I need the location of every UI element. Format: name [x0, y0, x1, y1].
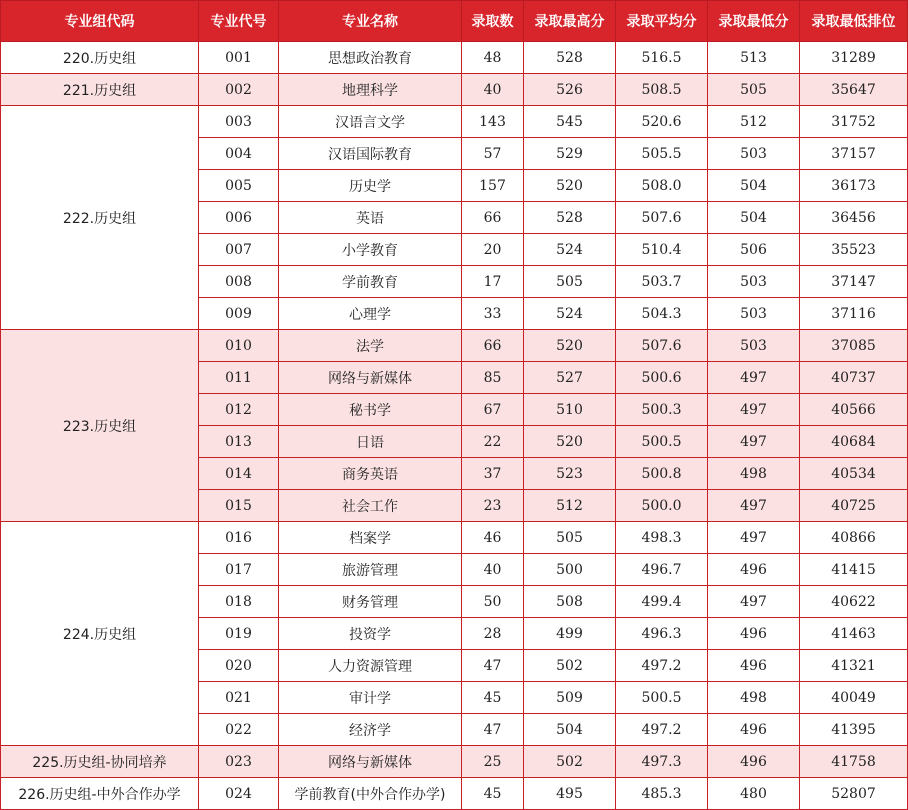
major-code-cell: 013: [199, 426, 279, 458]
min-rank-cell: 40566: [800, 394, 908, 426]
table-row: [1, 106, 908, 138]
max-score-cell: 520: [524, 170, 616, 202]
avg-score-cell: 508.0: [616, 170, 708, 202]
min-score-cell: 503: [708, 330, 800, 362]
major-code-cell: 019: [199, 618, 279, 650]
major-code-cell: 014: [199, 458, 279, 490]
major-code-cell: 015: [199, 490, 279, 522]
count-cell: 47: [462, 714, 524, 746]
header-group-code: 专业组代码: [1, 1, 199, 42]
count-cell: 45: [462, 682, 524, 714]
min-score-cell: 504: [708, 202, 800, 234]
min-rank-cell: 40534: [800, 458, 908, 490]
major-code-cell: 011: [199, 362, 279, 394]
major-name-cell: 旅游管理: [279, 554, 462, 586]
count-cell: 17: [462, 266, 524, 298]
avg-score-cell: 507.6: [616, 330, 708, 362]
major-name-cell: 网络与新媒体: [279, 746, 462, 778]
min-rank-cell: 40866: [800, 522, 908, 554]
min-rank-cell: 31289: [800, 42, 908, 74]
avg-score-cell: 496.7: [616, 554, 708, 586]
count-cell: 143: [462, 106, 524, 138]
min-score-cell: 497: [708, 362, 800, 394]
avg-score-cell: 497.3: [616, 746, 708, 778]
table-row: [1, 74, 908, 106]
max-score-cell: 524: [524, 234, 616, 266]
header-min-score: 录取最低分: [708, 1, 800, 42]
avg-score-cell: 508.5: [616, 74, 708, 106]
min-score-cell: 504: [708, 170, 800, 202]
avg-score-cell: 500.8: [616, 458, 708, 490]
major-name-cell: 社会工作: [279, 490, 462, 522]
max-score-cell: 500: [524, 554, 616, 586]
min-score-cell: 498: [708, 682, 800, 714]
major-name-cell: 汉语国际教育: [279, 138, 462, 170]
major-code-cell: 017: [199, 554, 279, 586]
max-score-cell: 527: [524, 362, 616, 394]
min-score-cell: 503: [708, 266, 800, 298]
min-score-cell: 496: [708, 554, 800, 586]
avg-score-cell: 505.5: [616, 138, 708, 170]
max-score-cell: 512: [524, 490, 616, 522]
avg-score-cell: 500.0: [616, 490, 708, 522]
min-score-cell: 496: [708, 746, 800, 778]
min-rank-cell: 41415: [800, 554, 908, 586]
group-code-cell: 225.历史组-协同培养: [1, 746, 199, 778]
group-code-cell: 220.历史组: [1, 42, 199, 74]
min-rank-cell: 37157: [800, 138, 908, 170]
major-name-cell: 地理科学: [279, 74, 462, 106]
group-code-cell: 224.历史组: [1, 522, 199, 746]
major-code-cell: 016: [199, 522, 279, 554]
min-score-cell: 496: [708, 714, 800, 746]
min-score-cell: 497: [708, 426, 800, 458]
major-code-cell: 008: [199, 266, 279, 298]
count-cell: 20: [462, 234, 524, 266]
min-rank-cell: 41321: [800, 650, 908, 682]
min-score-cell: 497: [708, 586, 800, 618]
count-cell: 50: [462, 586, 524, 618]
max-score-cell: 526: [524, 74, 616, 106]
major-name-cell: 汉语言文学: [279, 106, 462, 138]
major-code-cell: 005: [199, 170, 279, 202]
min-score-cell: 496: [708, 618, 800, 650]
max-score-cell: 508: [524, 586, 616, 618]
min-rank-cell: 40725: [800, 490, 908, 522]
avg-score-cell: 510.4: [616, 234, 708, 266]
max-score-cell: 504: [524, 714, 616, 746]
min-score-cell: 503: [708, 298, 800, 330]
major-name-cell: 学前教育: [279, 266, 462, 298]
min-rank-cell: 35647: [800, 74, 908, 106]
count-cell: 40: [462, 554, 524, 586]
max-score-cell: 505: [524, 522, 616, 554]
avg-score-cell: 520.6: [616, 106, 708, 138]
table-row: [1, 522, 908, 554]
max-score-cell: 529: [524, 138, 616, 170]
major-code-cell: 024: [199, 778, 279, 810]
major-name-cell: 人力资源管理: [279, 650, 462, 682]
count-cell: 23: [462, 490, 524, 522]
major-name-cell: 学前教育(中外合作办学): [279, 778, 462, 810]
header-major-name: 专业名称: [279, 1, 462, 42]
major-code-cell: 004: [199, 138, 279, 170]
count-cell: 47: [462, 650, 524, 682]
major-code-cell: 009: [199, 298, 279, 330]
max-score-cell: 502: [524, 746, 616, 778]
min-rank-cell: 35523: [800, 234, 908, 266]
count-cell: 85: [462, 362, 524, 394]
avg-score-cell: 500.5: [616, 682, 708, 714]
table-row: [1, 778, 908, 810]
min-rank-cell: 52807: [800, 778, 908, 810]
table-body: [1, 42, 908, 810]
major-code-cell: 020: [199, 650, 279, 682]
major-name-cell: 经济学: [279, 714, 462, 746]
min-score-cell: 503: [708, 138, 800, 170]
min-rank-cell: 36456: [800, 202, 908, 234]
major-code-cell: 023: [199, 746, 279, 778]
min-rank-cell: 36173: [800, 170, 908, 202]
major-name-cell: 商务英语: [279, 458, 462, 490]
major-code-cell: 001: [199, 42, 279, 74]
count-cell: 48: [462, 42, 524, 74]
max-score-cell: 499: [524, 618, 616, 650]
max-score-cell: 524: [524, 298, 616, 330]
min-rank-cell: 40737: [800, 362, 908, 394]
min-rank-cell: 41463: [800, 618, 908, 650]
count-cell: 25: [462, 746, 524, 778]
avg-score-cell: 497.2: [616, 650, 708, 682]
major-code-cell: 021: [199, 682, 279, 714]
max-score-cell: 520: [524, 426, 616, 458]
count-cell: 45: [462, 778, 524, 810]
min-score-cell: 497: [708, 522, 800, 554]
min-score-cell: 498: [708, 458, 800, 490]
min-score-cell: 505: [708, 74, 800, 106]
major-name-cell: 心理学: [279, 298, 462, 330]
count-cell: 28: [462, 618, 524, 650]
avg-score-cell: 498.3: [616, 522, 708, 554]
count-cell: 66: [462, 330, 524, 362]
avg-score-cell: 499.4: [616, 586, 708, 618]
max-score-cell: 495: [524, 778, 616, 810]
min-rank-cell: 41758: [800, 746, 908, 778]
major-name-cell: 英语: [279, 202, 462, 234]
group-code-cell: 221.历史组: [1, 74, 199, 106]
header-min-rank: 录取最低排位: [800, 1, 908, 42]
count-cell: 37: [462, 458, 524, 490]
avg-score-cell: 504.3: [616, 298, 708, 330]
min-rank-cell: 41395: [800, 714, 908, 746]
max-score-cell: 545: [524, 106, 616, 138]
count-cell: 67: [462, 394, 524, 426]
count-cell: 157: [462, 170, 524, 202]
major-name-cell: 档案学: [279, 522, 462, 554]
count-cell: 33: [462, 298, 524, 330]
group-code-cell: 223.历史组: [1, 330, 199, 522]
group-code-cell: 226.历史组-中外合作办学: [1, 778, 199, 810]
header-major-code: 专业代号: [199, 1, 279, 42]
major-code-cell: 002: [199, 74, 279, 106]
max-score-cell: 505: [524, 266, 616, 298]
major-name-cell: 思想政治教育: [279, 42, 462, 74]
count-cell: 40: [462, 74, 524, 106]
max-score-cell: 502: [524, 650, 616, 682]
min-rank-cell: 40622: [800, 586, 908, 618]
major-code-cell: 010: [199, 330, 279, 362]
max-score-cell: 520: [524, 330, 616, 362]
max-score-cell: 528: [524, 202, 616, 234]
min-rank-cell: 40684: [800, 426, 908, 458]
min-score-cell: 513: [708, 42, 800, 74]
avg-score-cell: 500.3: [616, 394, 708, 426]
major-name-cell: 网络与新媒体: [279, 362, 462, 394]
min-score-cell: 497: [708, 394, 800, 426]
min-rank-cell: 31752: [800, 106, 908, 138]
avg-score-cell: 496.3: [616, 618, 708, 650]
count-cell: 66: [462, 202, 524, 234]
min-score-cell: 496: [708, 650, 800, 682]
min-score-cell: 480: [708, 778, 800, 810]
major-name-cell: 投资学: [279, 618, 462, 650]
table-row: [1, 330, 908, 362]
min-rank-cell: 37116: [800, 298, 908, 330]
major-name-cell: 历史学: [279, 170, 462, 202]
major-name-cell: 小学教育: [279, 234, 462, 266]
avg-score-cell: 507.6: [616, 202, 708, 234]
min-rank-cell: 40049: [800, 682, 908, 714]
min-score-cell: 497: [708, 490, 800, 522]
major-code-cell: 007: [199, 234, 279, 266]
count-cell: 46: [462, 522, 524, 554]
min-rank-cell: 37147: [800, 266, 908, 298]
major-name-cell: 审计学: [279, 682, 462, 714]
major-name-cell: 秘书学: [279, 394, 462, 426]
max-score-cell: 528: [524, 42, 616, 74]
avg-score-cell: 497.2: [616, 714, 708, 746]
avg-score-cell: 503.7: [616, 266, 708, 298]
max-score-cell: 523: [524, 458, 616, 490]
major-code-cell: 003: [199, 106, 279, 138]
max-score-cell: 509: [524, 682, 616, 714]
header-row: [1, 1, 908, 42]
count-cell: 22: [462, 426, 524, 458]
avg-score-cell: 500.5: [616, 426, 708, 458]
table-row: [1, 42, 908, 74]
avg-score-cell: 485.3: [616, 778, 708, 810]
header-avg-score: 录取平均分: [616, 1, 708, 42]
major-code-cell: 018: [199, 586, 279, 618]
avg-score-cell: 516.5: [616, 42, 708, 74]
count-cell: 57: [462, 138, 524, 170]
header-max-score: 录取最高分: [524, 1, 616, 42]
major-name-cell: 日语: [279, 426, 462, 458]
min-rank-cell: 37085: [800, 330, 908, 362]
table-row: [1, 746, 908, 778]
major-code-cell: 006: [199, 202, 279, 234]
major-name-cell: 财务管理: [279, 586, 462, 618]
major-code-cell: 012: [199, 394, 279, 426]
major-name-cell: 法学: [279, 330, 462, 362]
min-score-cell: 506: [708, 234, 800, 266]
max-score-cell: 510: [524, 394, 616, 426]
header-count: 录取数: [462, 1, 524, 42]
major-code-cell: 022: [199, 714, 279, 746]
avg-score-cell: 500.6: [616, 362, 708, 394]
min-score-cell: 512: [708, 106, 800, 138]
group-code-cell: 222.历史组: [1, 106, 199, 330]
